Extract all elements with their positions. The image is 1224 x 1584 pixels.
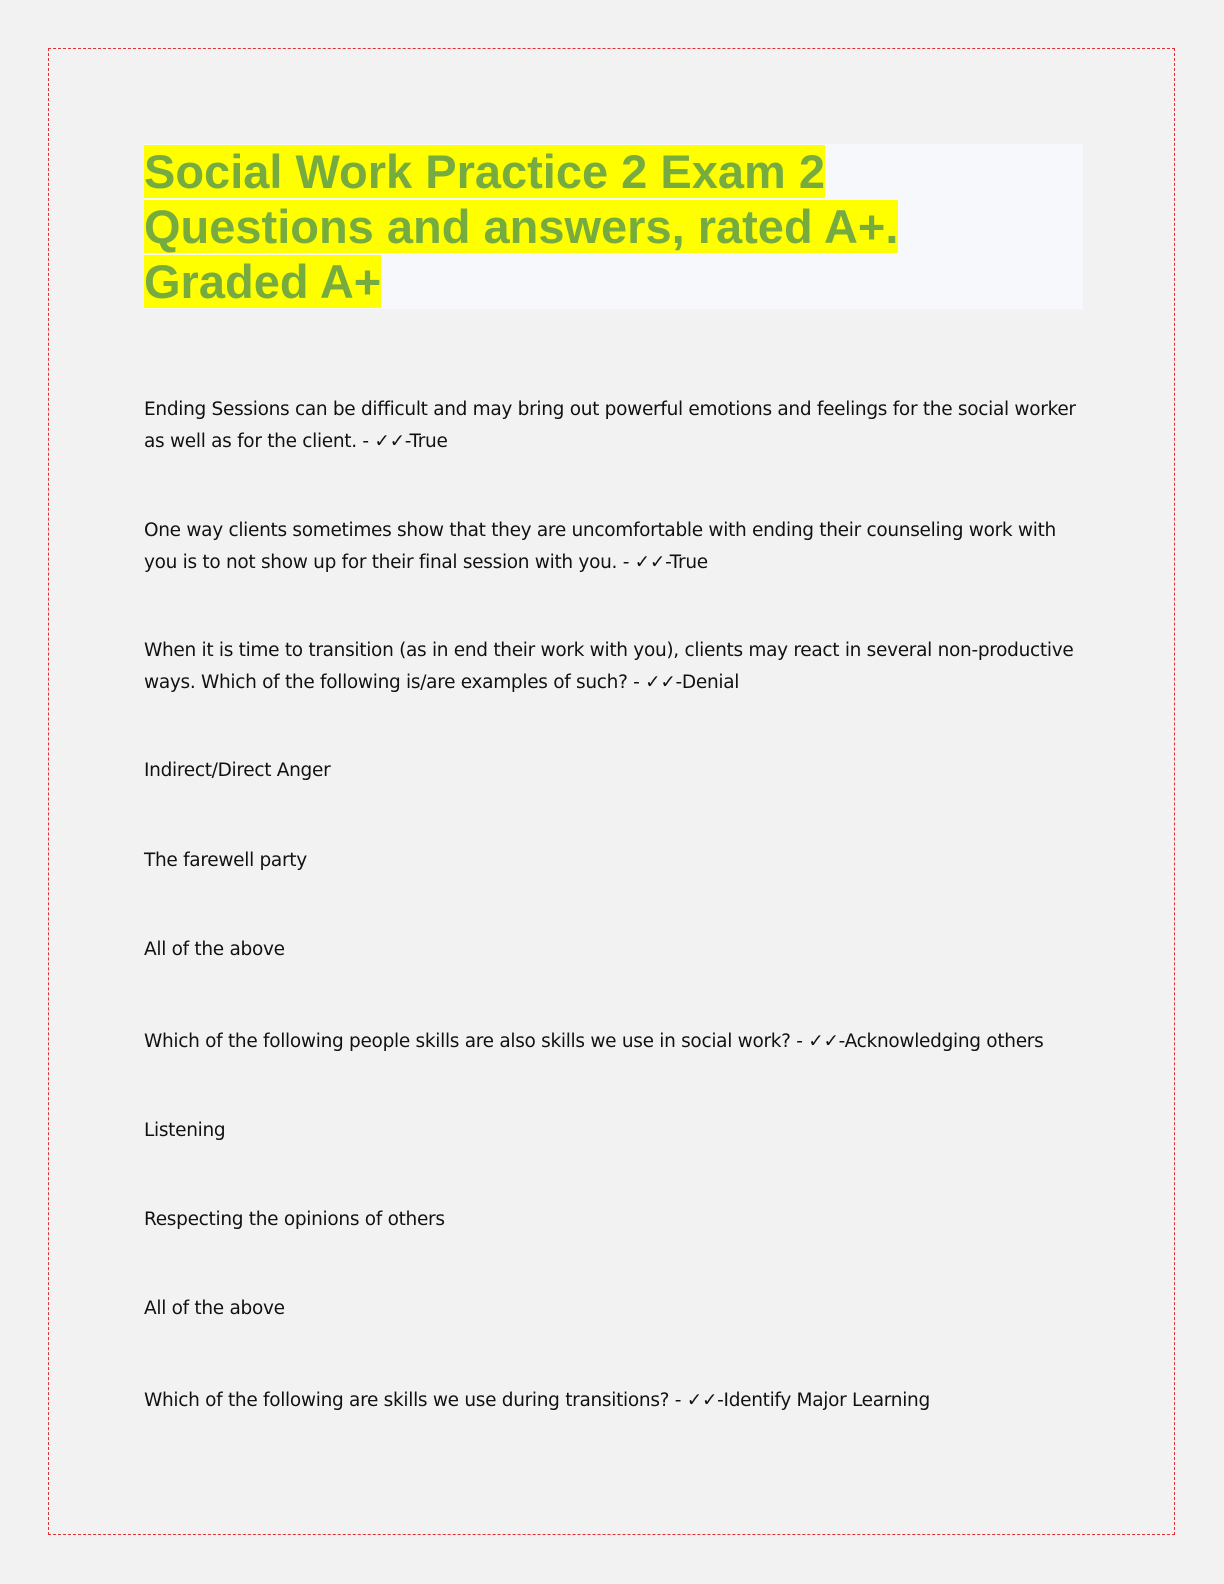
question-text: Which of the following are skills we use during transitions? - bbox=[144, 1390, 687, 1411]
question-text: One way clients sometimes show that they are uncomfortable with ending their counseling work with you is to not show up for their final session with you. - bbox=[144, 520, 1056, 573]
answer-option: All of the above bbox=[144, 939, 285, 960]
answer-option: Respecting the opinions of others bbox=[144, 1209, 445, 1230]
question-text: Which of the following people skills are also skills we use in social work? - bbox=[144, 1031, 809, 1052]
answer-option: Indirect/Direct Anger bbox=[144, 760, 331, 781]
check-mark-icon: ✓✓ bbox=[634, 551, 666, 573]
answer-text: -True bbox=[665, 551, 708, 573]
question-people-skills bbox=[144, 1026, 1084, 1058]
check-mark-icon: ✓✓ bbox=[808, 1031, 839, 1052]
answer-text: -Denial bbox=[675, 671, 740, 693]
title-line-3: Graded A+ bbox=[144, 255, 382, 308]
question-text: Ending Sessions can be difficult and may bring out powerful emotions and feelings for the social worker as well as for the client. - bbox=[144, 399, 1076, 452]
check-mark-icon: ✓✓ bbox=[645, 671, 676, 693]
check-mark-icon: ✓✓ bbox=[686, 1390, 718, 1411]
question-ending-sessions bbox=[144, 394, 1084, 457]
answer-option: The farewell party bbox=[144, 850, 307, 871]
answer-option: All of the above bbox=[144, 1298, 285, 1319]
title-block bbox=[144, 144, 1083, 309]
title-line-2: Questions and answers, rated A+. bbox=[144, 200, 899, 253]
answer-option: Listening bbox=[144, 1120, 226, 1141]
question-transition-skills bbox=[144, 1385, 1084, 1417]
question-non-productive-reactions bbox=[144, 635, 1084, 698]
question-text: When it is time to transition (as in end their work with you), clients may react in several non-productive ways. Which of the following is/are examples of such? - bbox=[144, 640, 1074, 693]
title-line-1: Social Work Practice 2 Exam 2 bbox=[144, 145, 825, 198]
answer-text: -Acknowledging others bbox=[838, 1031, 1044, 1052]
document-title bbox=[144, 144, 1083, 309]
answer-text: -True bbox=[404, 430, 448, 452]
check-mark-icon: ✓✓ bbox=[374, 430, 405, 452]
answer-text: -Identify Major Learning bbox=[717, 1390, 930, 1411]
question-no-show-final-session bbox=[144, 515, 1084, 578]
